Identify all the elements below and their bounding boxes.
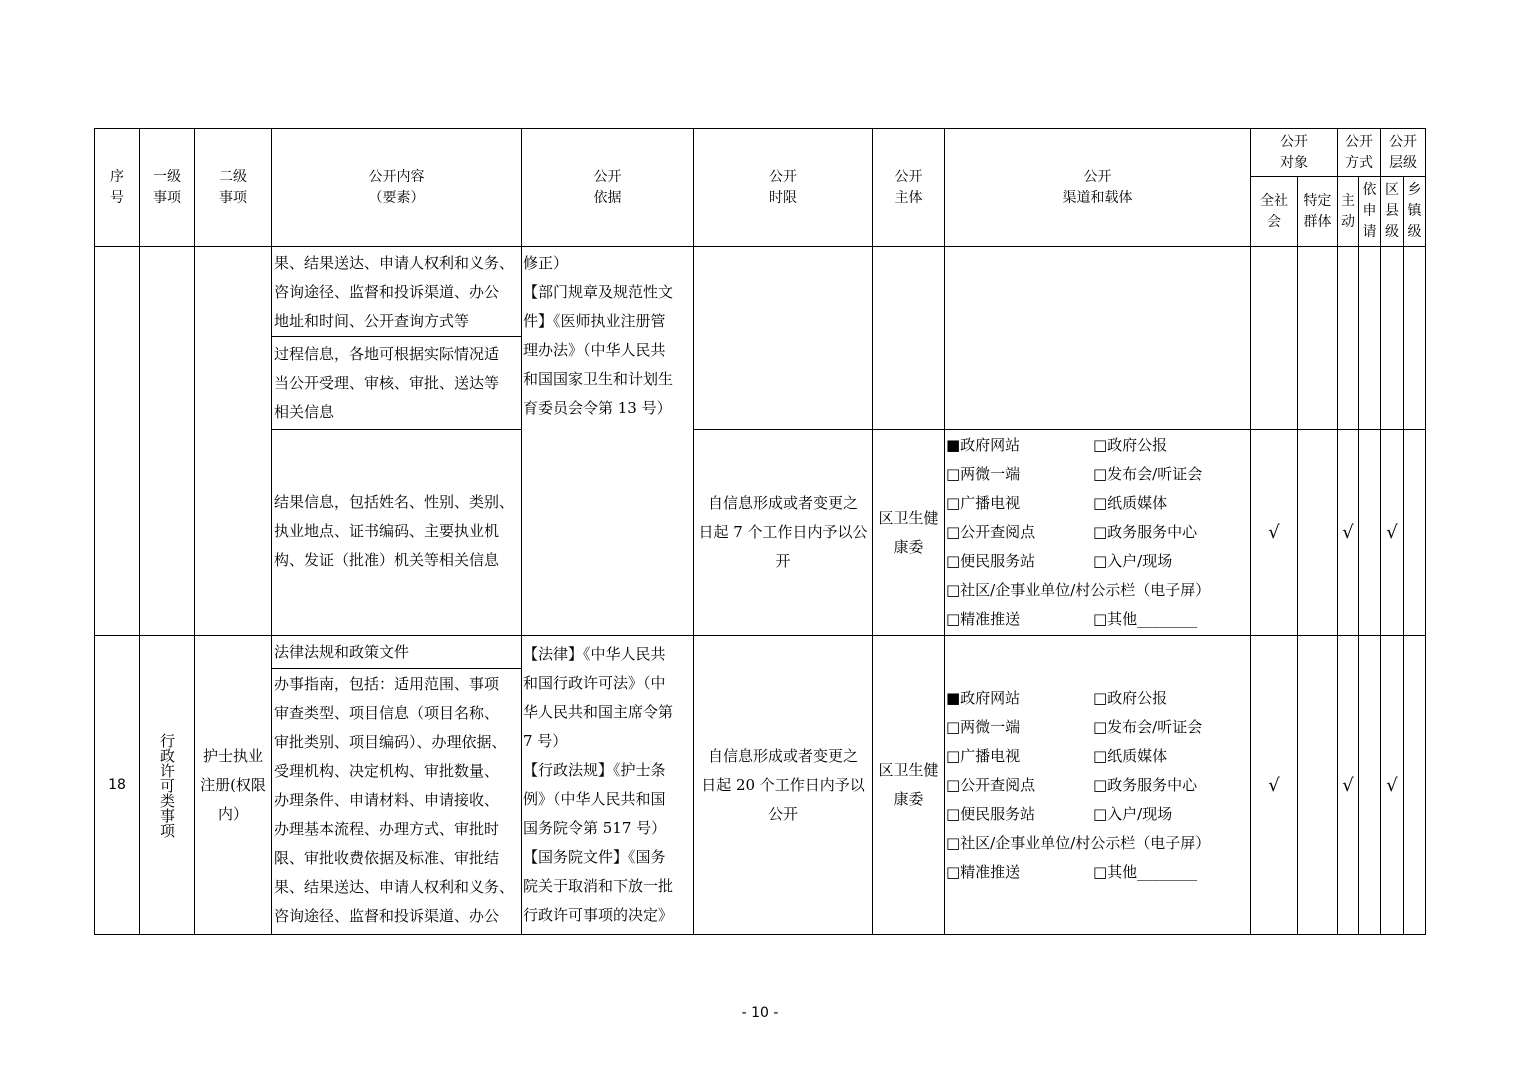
rule bbox=[271, 668, 521, 669]
channel-row: □广播电视 □纸质媒体 bbox=[946, 494, 1168, 512]
row18-limit: 自信息形成或者变更之 日起 20 个工作日内予以 公开 bbox=[701, 746, 865, 823]
channel-row: □社区/企事业单位/村公示栏（电子屏） bbox=[946, 581, 1211, 599]
row18-content-b: 办事指南，包括：适用范围、事项 审查类型、项目信息（项目名称、 审批类别、项目编码）、办理依据、 受理机构、决定机构、审批数量、 办理条件、申请材料、申请接收、 办理基本流程、办理方式、审批时 限、审批收费依据及标准、审批结 果、结果送达、申请人权利和义务、 咨询途径、监督和投诉渠道、办公 bbox=[274, 675, 515, 925]
header-seq: 序号 bbox=[110, 168, 124, 206]
row18-subject: 区卫生健 康委 bbox=[878, 761, 939, 808]
channel-row: ■政府网站 □政府公报 bbox=[946, 689, 1168, 707]
rule bbox=[271, 336, 521, 337]
rule bbox=[1358, 176, 1359, 935]
header-specific-group: 特定 群体 bbox=[1303, 192, 1332, 230]
header-on-request: 依申请 bbox=[1362, 182, 1377, 240]
cont-channels bbox=[946, 431, 1210, 634]
channel-row: □公开查阅点 □政务服务中心 bbox=[946, 523, 1198, 541]
row18-check-active: √ bbox=[1342, 774, 1354, 796]
header-content: 公开内容 （要素） bbox=[368, 168, 425, 206]
rule bbox=[271, 429, 521, 430]
channel-row: □两微一端 □发布会/听证会 bbox=[946, 718, 1203, 736]
cont-check-all-society: √ bbox=[1268, 522, 1280, 543]
header-district: 区县级 bbox=[1385, 182, 1399, 240]
header-level1: 一级事项 bbox=[153, 168, 181, 206]
channel-row: □公开查阅点 □政务服务中心 bbox=[946, 776, 1198, 794]
header-limit: 公开 时限 bbox=[769, 168, 797, 206]
rule bbox=[94, 934, 1426, 935]
channel-row: □社区/企事业单位/村公示栏（电子屏） bbox=[946, 834, 1211, 852]
header-active: 主 动 bbox=[1341, 192, 1355, 230]
row18-basis: 【法律】《中华人民共 和国行政许可法》（中 华人民共和国主席令第 7 号） 【行政法规】《护士条 例》（中华人民共和国 国务院令第 517 号） 【国务院文件】《国务 院关于取消和下放一批 行政许可事项的决定》 bbox=[523, 645, 674, 924]
cont-subject: 区卫生健 康委 bbox=[878, 508, 939, 556]
channel-row: □便民服务站 □入户/现场 bbox=[946, 805, 1173, 823]
rule bbox=[521, 128, 522, 935]
cont-content-a: 果、结果送达、申请人权利和义务、 咨询途径、监督和投诉渠道、办公 地址和时间、公开查询方式等 bbox=[274, 254, 515, 330]
channel-row: □便民服务站 □入户/现场 bbox=[946, 552, 1173, 570]
cont-limit: 自信息形成或者变更之 日起 7 个工作日内予以公 开 bbox=[698, 494, 868, 570]
header-channel: 公开 渠道和载体 bbox=[1062, 168, 1133, 206]
row18-level1: 行政许可类事项 bbox=[158, 732, 176, 838]
header-layer: 公开 层级 bbox=[1389, 133, 1417, 171]
row18-channels bbox=[946, 684, 1210, 887]
header-method: 公开 方式 bbox=[1345, 133, 1373, 171]
header-object: 公开 对象 bbox=[1280, 133, 1308, 171]
cont-content-b: 过程信息，各地可根据实际情况适 当公开受理、审核、审批、送达等 相关信息 bbox=[274, 345, 500, 421]
header-township: 乡镇级 bbox=[1407, 182, 1422, 240]
row18-level2: 护士执业 注册(权限 内） bbox=[200, 746, 266, 823]
channel-row: □精准推送 □其他________ bbox=[946, 863, 1198, 881]
cont-check-district: √ bbox=[1386, 522, 1398, 543]
page-number: - 10 - bbox=[741, 1005, 779, 1021]
cont-content-c: 结果信息，包括姓名、性别、类别、 执业地点、证书编码、主要执业机 构、发证（批准）机关等相关信息 bbox=[274, 493, 515, 569]
rule bbox=[1425, 128, 1426, 935]
rule bbox=[271, 128, 272, 935]
cont-check-active: √ bbox=[1342, 522, 1354, 543]
row18-seq: 18 bbox=[108, 776, 126, 793]
rule bbox=[1403, 176, 1404, 935]
rule bbox=[94, 246, 1426, 247]
channel-row: □精准推送 □其他________ bbox=[946, 610, 1198, 628]
channel-row: ■政府网站 □政府公报 bbox=[946, 436, 1168, 454]
row18-check-district: √ bbox=[1386, 774, 1398, 796]
channel-row: □两微一端 □发布会/听证会 bbox=[946, 465, 1203, 483]
row18-content-a: 法律法规和政策文件 bbox=[274, 643, 410, 661]
cont-basis: 修正） 【部门规章及规范性文 件】《医师执业注册管 理办法》（中华人民共 和国国家卫生和计划生 育委员会令第 13 号） bbox=[523, 254, 674, 417]
rule bbox=[944, 128, 945, 935]
header-basis: 公开 依据 bbox=[593, 168, 622, 206]
header-subject: 公开 主体 bbox=[894, 168, 923, 206]
disclosure-table bbox=[94, 128, 1426, 935]
channel-row: □广播电视 □纸质媒体 bbox=[946, 747, 1168, 765]
row18-check-all-society: √ bbox=[1268, 774, 1280, 796]
header-all-society: 全社 会 bbox=[1260, 192, 1288, 230]
header-level2: 二级事项 bbox=[219, 168, 247, 206]
rule bbox=[1297, 176, 1298, 935]
